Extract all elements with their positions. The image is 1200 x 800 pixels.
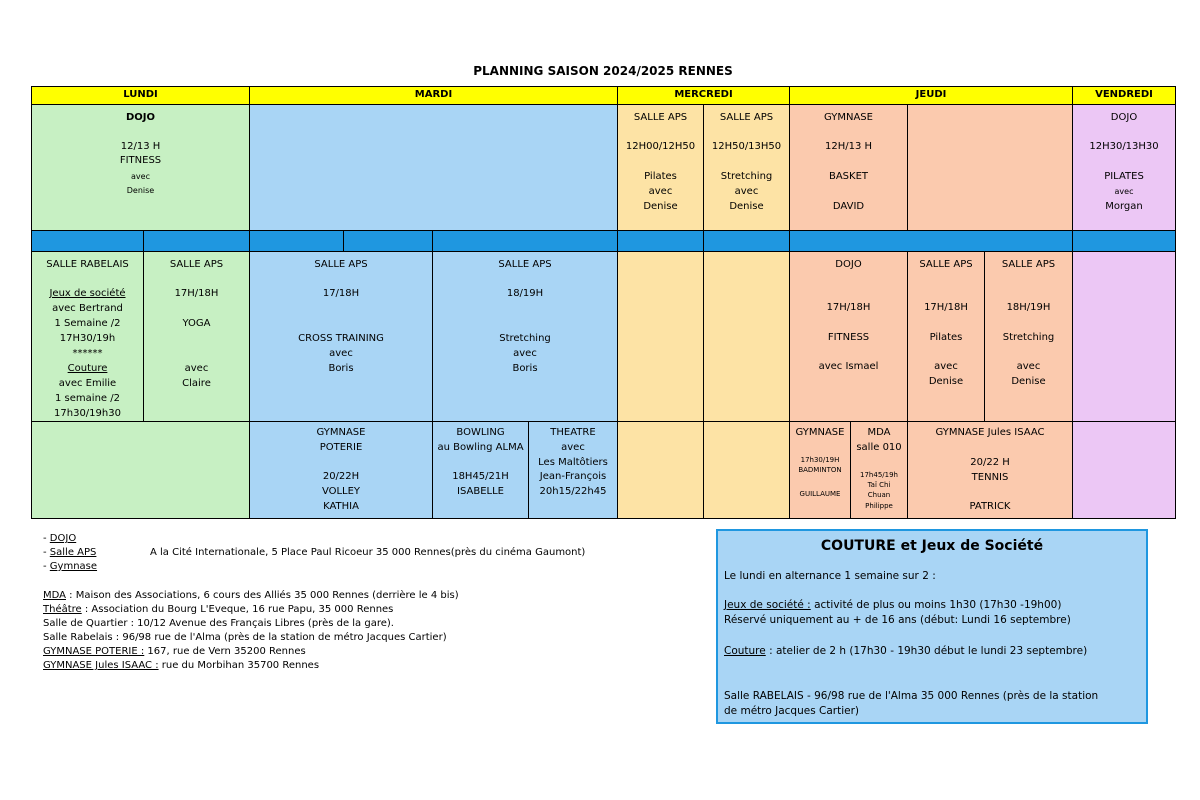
header-lundi: LUNDI bbox=[31, 86, 250, 105]
couture-coach: avec Emilie bbox=[58, 378, 117, 389]
cell-mercredi-late-b bbox=[703, 421, 790, 519]
legend-quartier: Salle de Quartier : 10/12 Avenue des Français Libres (près de la gare). bbox=[43, 618, 394, 629]
activity: FITNESS bbox=[119, 155, 162, 166]
separator-cell bbox=[703, 230, 790, 252]
jeux-time: 17H30/19h bbox=[59, 333, 116, 344]
box-couture-text: : atelier de 2 h (17h30 - 19h30 début le lundi 23 septembre) bbox=[765, 645, 1088, 657]
coach: PATRICK bbox=[969, 501, 1011, 512]
cell-vendredi-late bbox=[1072, 421, 1176, 519]
legend-gym-label: Gymnase bbox=[49, 561, 98, 572]
activity: Pilates bbox=[929, 332, 963, 343]
coach: Claire bbox=[182, 378, 211, 389]
legend-poterie-label: GYMNASE POTERIE : bbox=[43, 646, 145, 657]
box-jeux-label: Jeux de société : bbox=[724, 599, 811, 611]
separator-cell bbox=[432, 230, 618, 252]
header-vendredi: VENDREDI bbox=[1072, 86, 1176, 105]
time: 12H50/13H50 bbox=[711, 141, 782, 152]
coach: Jean-François bbox=[539, 471, 607, 482]
cell-lundi-midi bbox=[31, 104, 250, 231]
header-jeudi: JEUDI bbox=[789, 86, 1073, 105]
time: 12H30/13H30 bbox=[1089, 141, 1159, 152]
dash: - bbox=[43, 561, 50, 572]
time: 20/22 H bbox=[970, 457, 1010, 468]
box-salle-line-1: Salle RABELAIS - 96/98 rue de l'Alma 35 000 Rennes (près de la station bbox=[724, 690, 1099, 702]
place: DOJO bbox=[835, 259, 862, 270]
cell-lundi-late bbox=[31, 421, 250, 519]
legend-theatre-text: : Association du Bourg L'Eveque, 16 rue Papu, 35 000 Rennes bbox=[81, 604, 394, 615]
cell-mercredi-midi-b bbox=[703, 104, 790, 231]
time: 20h15/22h45 bbox=[539, 486, 607, 497]
coach: Philippe bbox=[865, 502, 893, 510]
place: SALLE APS bbox=[1001, 259, 1056, 270]
avec: avec bbox=[184, 363, 209, 374]
stars: ****** bbox=[72, 348, 103, 359]
cell-lundi-soir-b bbox=[143, 251, 250, 422]
avec: avec bbox=[934, 361, 958, 372]
place: GYMNASE Jules ISAAC bbox=[935, 427, 1045, 438]
legend-poterie-text: 167, rue de Vern 35200 Rennes bbox=[144, 646, 306, 657]
place: MDA bbox=[867, 427, 891, 438]
place: SALLE APS bbox=[633, 112, 688, 123]
time: 12H/13 H bbox=[824, 141, 873, 152]
couture-info-box bbox=[716, 529, 1148, 724]
cell-jeudi-midi-empty bbox=[907, 104, 1073, 231]
place: GYMNASE bbox=[824, 112, 873, 123]
time: 18H/19H bbox=[1006, 302, 1051, 313]
avec: avec bbox=[329, 348, 353, 359]
place: DOJO bbox=[1110, 112, 1138, 123]
time: 17H/18H bbox=[826, 302, 871, 313]
legend-mda-text: : Maison des Associations, 6 cours des Alliés 35 000 Rennes (derrière le 4 bis) bbox=[66, 590, 459, 601]
activity: BADMINTON bbox=[798, 466, 842, 474]
cell-vendredi-soir bbox=[1072, 251, 1176, 422]
activity: Stretching bbox=[720, 171, 773, 182]
coach: avec Ismael bbox=[818, 361, 879, 372]
avec: avec bbox=[1114, 187, 1134, 196]
cell-jeudi-late-c bbox=[907, 421, 1073, 519]
activity: PILATES bbox=[1104, 171, 1144, 182]
avec: avec bbox=[131, 172, 150, 181]
box-jeux bbox=[724, 598, 1061, 613]
coach: Boris bbox=[512, 363, 538, 374]
coach: Denise bbox=[126, 186, 155, 195]
time: 17h45/19h bbox=[860, 471, 898, 479]
legend-rabelais: Salle Rabelais : 96/98 rue de l'Alma (près de la station de métro Jacques Cartier) bbox=[43, 632, 447, 643]
time: 12H00/12H50 bbox=[625, 141, 696, 152]
legend-poterie bbox=[43, 645, 306, 659]
couture-frequency: 1 semaine /2 bbox=[55, 393, 120, 404]
room: salle 010 bbox=[856, 442, 902, 453]
activity: Pilates bbox=[644, 171, 677, 182]
activity: Stretching bbox=[499, 333, 551, 344]
cell-lundi-soir-a bbox=[31, 251, 144, 422]
legend-aps-label: Salle APS bbox=[49, 547, 97, 558]
coach: GUILLAUME bbox=[799, 490, 841, 498]
place: SALLE RABELAIS bbox=[46, 259, 129, 270]
legend-dojo bbox=[43, 532, 76, 546]
cell-jeudi-soir-b bbox=[907, 251, 985, 422]
place: SALLE APS bbox=[919, 259, 973, 270]
box-jeux-text: activité de plus ou moins 1h30 (17h30 -19h00) bbox=[810, 599, 1062, 611]
coach: Denise bbox=[1011, 376, 1046, 387]
cell-vendredi-midi bbox=[1072, 104, 1176, 231]
separator-cell bbox=[617, 230, 704, 252]
box-salle-line-2: de métro Jacques Cartier) bbox=[724, 705, 859, 717]
legend-address-cite: A la Cité Internationale, 5 Place Paul Ricoeur 35 000 Rennes(près du cinéma Gaumont) bbox=[150, 547, 586, 558]
activity: THEATRE bbox=[550, 427, 596, 438]
legend-mda-label: MDA bbox=[43, 590, 66, 601]
place: SALLE APS bbox=[719, 112, 774, 123]
activity: TENNIS bbox=[971, 472, 1009, 483]
time: 17h30/19H bbox=[800, 456, 840, 464]
activity: CROSS TRAINING bbox=[298, 333, 384, 344]
activity: Taï Chi bbox=[867, 481, 891, 489]
cell-jeudi-soir-a bbox=[789, 251, 908, 422]
separator-cell bbox=[143, 230, 250, 252]
time: 17/18H bbox=[322, 288, 360, 299]
cell-mercredi-soir-b bbox=[703, 251, 790, 422]
cell-jeudi-soir-c bbox=[984, 251, 1073, 422]
dash: - bbox=[43, 533, 50, 544]
cell-mercredi-midi-a bbox=[617, 104, 704, 231]
separator-cell bbox=[343, 230, 433, 252]
cell-mardi-soir-b bbox=[432, 251, 618, 422]
legend-mda bbox=[43, 589, 459, 603]
jeux-frequency: 1 Semaine /2 bbox=[54, 318, 121, 329]
legend-aps bbox=[43, 546, 96, 560]
activity: VOLLEY bbox=[321, 486, 361, 497]
legend-isaac-text: rue du Morbihan 35700 Rennes bbox=[158, 660, 320, 671]
coach: DAVID bbox=[832, 201, 865, 212]
legend-dojo-label: DOJO bbox=[49, 533, 77, 544]
cell-mardi-late-a bbox=[249, 421, 433, 519]
dash: - bbox=[43, 547, 50, 558]
time: 18/19H bbox=[506, 288, 544, 299]
place: SALLE APS bbox=[498, 259, 552, 270]
activity: Stretching bbox=[1002, 332, 1055, 343]
place: SALLE APS bbox=[169, 259, 224, 270]
cell-jeudi-late-a bbox=[789, 421, 851, 519]
box-jeux-line-2: Réservé uniquement au + de 16 ans (début: Lundi 16 septembre) bbox=[724, 614, 1071, 626]
place: DOJO bbox=[125, 112, 156, 123]
place: GYMNASE bbox=[795, 427, 845, 438]
jeux-label: Jeux de société bbox=[49, 288, 126, 299]
time: 17H/18H bbox=[924, 302, 968, 313]
activity: BASKET bbox=[828, 171, 869, 182]
box-title: COUTURE et Jeux de Société bbox=[820, 538, 1044, 554]
avec: avec bbox=[1016, 361, 1041, 372]
cell-jeudi-late-b bbox=[850, 421, 908, 519]
legend-isaac bbox=[43, 659, 319, 673]
place: SALLE APS bbox=[314, 259, 368, 270]
cell-mardi-midi bbox=[249, 104, 618, 231]
couture-label: Couture bbox=[67, 363, 108, 374]
box-couture-label: Couture bbox=[724, 645, 766, 657]
avec: avec bbox=[648, 186, 673, 197]
cell-mardi-late-b bbox=[432, 421, 529, 519]
coach: KATHIA bbox=[323, 501, 359, 512]
avec: avec bbox=[513, 348, 537, 359]
activity: BOWLING bbox=[456, 427, 505, 438]
time: 12/13 H bbox=[120, 141, 161, 152]
place: GYMNASE bbox=[316, 427, 366, 438]
coach: Denise bbox=[643, 201, 678, 212]
activity-2: Chuan bbox=[867, 491, 891, 499]
avec: avec bbox=[734, 186, 759, 197]
coach: Morgan bbox=[1105, 201, 1143, 212]
coach: ISABELLE bbox=[457, 486, 504, 497]
legend-theatre bbox=[43, 603, 393, 617]
place: au Bowling ALMA bbox=[437, 442, 524, 453]
box-line-1: Le lundi en alternance 1 semaine sur 2 : bbox=[724, 570, 936, 582]
time: 17H/18H bbox=[174, 288, 219, 299]
header-mercredi: MERCREDI bbox=[617, 86, 790, 105]
activity: YOGA bbox=[182, 318, 211, 329]
cell-jeudi-midi bbox=[789, 104, 908, 231]
time: 18H45/21H bbox=[452, 471, 509, 482]
couture-time: 17h30/19h30 bbox=[54, 408, 121, 419]
separator-cell bbox=[249, 230, 344, 252]
header-mardi: MARDI bbox=[249, 86, 618, 105]
legend-gymnase bbox=[43, 560, 97, 574]
cell-mercredi-soir-a bbox=[617, 251, 704, 422]
legend-isaac-label: GYMNASE Jules ISAAC : bbox=[43, 660, 159, 671]
legend-theatre-label: Théâtre bbox=[43, 604, 82, 615]
activity: FITNESS bbox=[827, 332, 870, 343]
avec: avec bbox=[561, 442, 585, 453]
cell-mardi-late-c bbox=[528, 421, 618, 519]
coach: Denise bbox=[928, 376, 964, 387]
coach: Boris bbox=[328, 363, 354, 374]
time: 20/22H bbox=[322, 471, 360, 482]
separator-cell bbox=[31, 230, 144, 252]
coach: Denise bbox=[729, 201, 764, 212]
box-couture bbox=[724, 644, 1087, 659]
separator-cell bbox=[1072, 230, 1176, 252]
page-title: PLANNING SAISON 2024/2025 RENNES bbox=[473, 64, 733, 78]
cell-mercredi-late-a bbox=[617, 421, 704, 519]
place-name: POTERIE bbox=[319, 442, 363, 453]
jeux-coach: avec Bertrand bbox=[52, 303, 123, 314]
cell-mardi-soir-a bbox=[249, 251, 433, 422]
separator-cell bbox=[789, 230, 1073, 252]
group: Les Maltôtiers bbox=[538, 457, 608, 468]
